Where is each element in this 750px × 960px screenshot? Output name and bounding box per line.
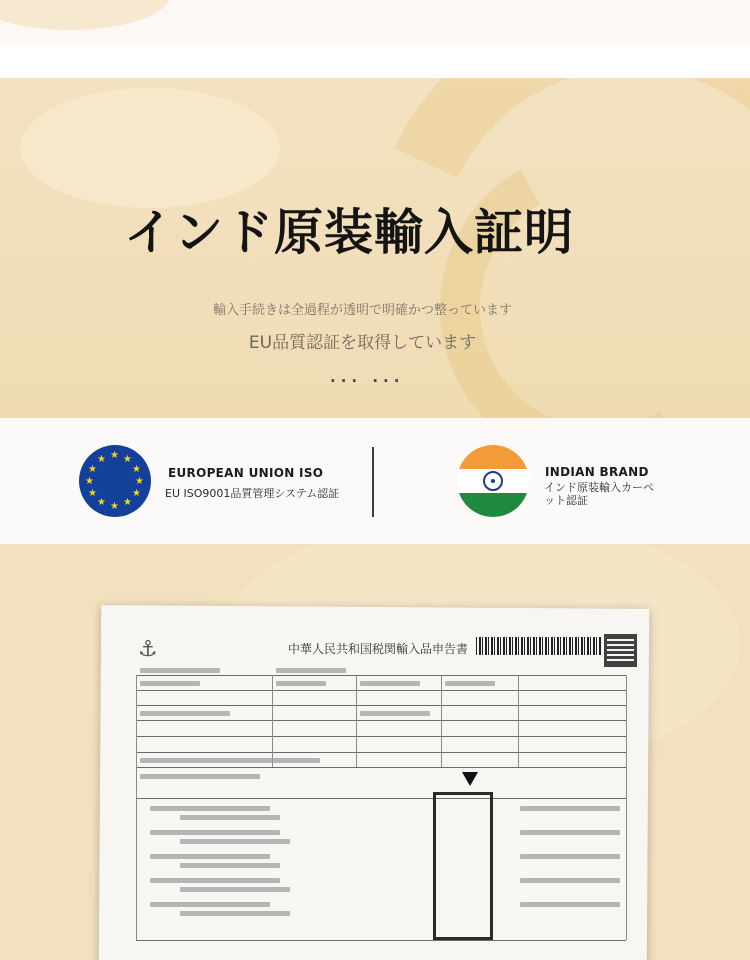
cert-divider xyxy=(372,447,374,517)
form-line xyxy=(136,940,626,941)
form-text xyxy=(140,758,320,763)
form-text xyxy=(140,711,230,716)
star-icon: ★ xyxy=(110,450,119,461)
form-text xyxy=(140,774,260,779)
green-band xyxy=(457,493,529,517)
form-line xyxy=(136,705,626,706)
form-line xyxy=(136,690,626,691)
origin-highlight-box xyxy=(433,792,493,940)
form-text xyxy=(150,854,270,859)
barcode-icon xyxy=(476,637,602,655)
form-text xyxy=(445,681,495,686)
form-line xyxy=(136,720,626,721)
form-text xyxy=(360,681,420,686)
star-icon: ★ xyxy=(88,488,97,499)
form-text xyxy=(180,839,290,844)
saffron-band xyxy=(457,445,529,469)
star-icon: ★ xyxy=(135,476,144,487)
form-text xyxy=(360,711,430,716)
hero-dots: ··· ··· xyxy=(330,372,405,390)
form-text xyxy=(276,668,346,673)
form-line xyxy=(136,736,626,737)
star-icon: ★ xyxy=(110,501,119,512)
document-title: 中華人民共和国税関輸入品申告書 xyxy=(288,642,469,656)
form-text xyxy=(520,854,620,859)
cert-name-eu: EUROPEAN UNION ISO xyxy=(168,466,324,480)
hero-subtitle: 輸入手続きは全過程が透明で明確かつ整っています xyxy=(212,303,512,318)
star-icon: ★ xyxy=(88,464,97,475)
eu-flag-icon xyxy=(79,445,151,517)
top-edge xyxy=(0,44,750,78)
form-text xyxy=(180,911,290,916)
star-icon: ★ xyxy=(97,497,106,508)
form-vline xyxy=(136,675,137,940)
cert-name-india: INDIAN BRAND xyxy=(545,465,649,479)
form-text xyxy=(520,902,620,907)
form-line xyxy=(136,675,626,676)
arrow-down-icon xyxy=(462,772,478,786)
form-text xyxy=(150,878,280,883)
form-text xyxy=(520,830,620,835)
form-text xyxy=(180,887,290,892)
form-text xyxy=(150,806,270,811)
hero-subtitle-secondary: EU品質認証を取得しています xyxy=(248,333,477,353)
form-text xyxy=(180,863,280,868)
star-icon: ★ xyxy=(132,464,141,475)
form-vline xyxy=(518,675,519,767)
form-text xyxy=(150,902,270,907)
hero-glow-decoration xyxy=(20,88,280,208)
hero-title: インド原装輸入証明 xyxy=(124,204,575,261)
form-text xyxy=(150,830,280,835)
form-text xyxy=(140,668,220,673)
form-line xyxy=(136,767,626,768)
star-icon: ★ xyxy=(97,454,106,465)
customs-emblem-icon: ⚓ xyxy=(138,637,158,662)
form-text xyxy=(276,681,326,686)
form-line xyxy=(136,798,626,799)
star-icon: ★ xyxy=(132,488,141,499)
form-vline xyxy=(441,675,442,767)
form-line xyxy=(136,752,626,753)
form-vline xyxy=(272,675,273,767)
top-decoration xyxy=(0,0,170,30)
form-vline xyxy=(356,675,357,767)
form-text xyxy=(520,806,620,811)
form-text xyxy=(180,815,280,820)
cert-desc-india: インド原装輸入カーペット認証 xyxy=(544,481,654,507)
qr-code-icon xyxy=(607,637,634,664)
chakra-hub xyxy=(491,479,495,483)
cert-desc-eu: EU ISO9001品質管理システム認証 xyxy=(165,487,340,500)
star-icon: ★ xyxy=(123,497,132,508)
star-icon: ★ xyxy=(123,454,132,465)
form-text xyxy=(140,681,200,686)
form-vline xyxy=(626,675,627,940)
india-flag-icon xyxy=(457,445,529,517)
top-band xyxy=(0,0,750,78)
form-text xyxy=(520,878,620,883)
star-icon: ★ xyxy=(85,476,94,487)
